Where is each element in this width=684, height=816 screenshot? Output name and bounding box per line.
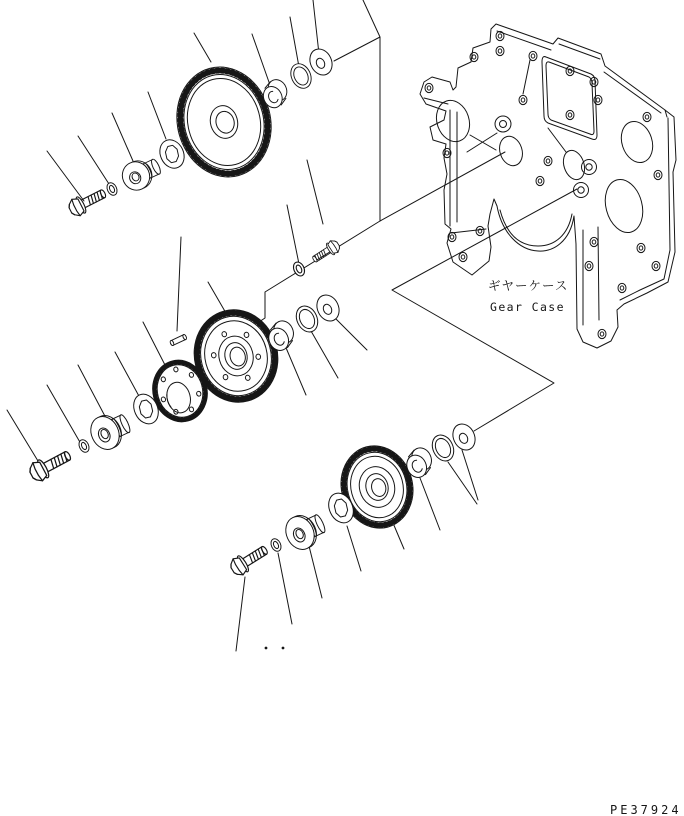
gear-case-label-jp: ギヤーケース [488,278,569,293]
gear-case-label-en: Gear Case [490,300,565,314]
leader-lines-top-assembly [47,0,505,363]
leader-end-dot [265,647,267,649]
lock-washer-plate-bolt [291,260,306,277]
shaft-collar-top [118,152,165,194]
plate-bolt [310,238,342,266]
lock-washer-bottom [269,537,283,553]
middle-idler-assembly [27,238,344,484]
bottom-idler-assembly [228,420,480,578]
mounting-bolt-middle [27,446,75,484]
dowel-pin [169,334,187,346]
shaft-collar-bottom [281,507,330,554]
idler-gear-top [165,56,284,187]
top-idler-assembly [66,45,336,218]
part-number: PE37924 [610,803,682,816]
shaft-collar-middle [86,407,135,454]
mounting-bolt-top [66,185,109,219]
leader-end-dot [282,647,284,649]
lock-washer-top [105,181,119,197]
mounting-bolt-bottom [228,541,272,578]
